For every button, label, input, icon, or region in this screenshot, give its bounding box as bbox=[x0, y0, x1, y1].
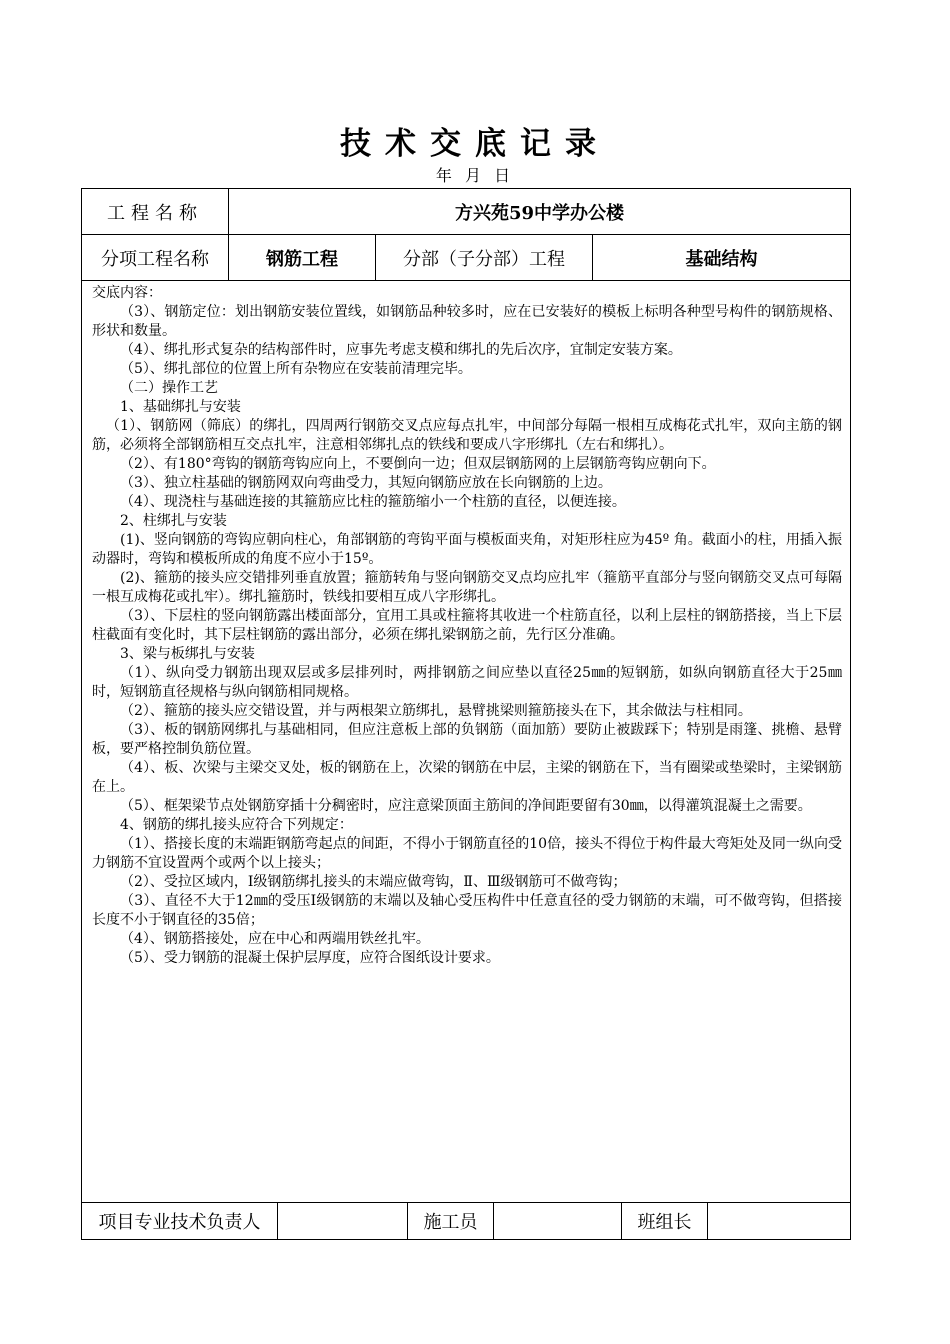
paragraph: （2）、受拉区域内，Ⅰ级钢筋绑扎接头的末端应做弯钩，Ⅱ、Ⅲ级钢筋可不做弯钩； bbox=[120, 874, 627, 890]
paragraph: （5）、受力钢筋的混凝土保护层厚度，应符合图纸设计要求。 bbox=[120, 950, 500, 966]
content-heading: 交底内容： bbox=[92, 285, 162, 301]
paragraph: (2)、箍筋的接头应交错排列垂直放置；箍筋转角与竖向钢筋交叉点均应扎牢（箍筋平直部分与竖向钢筋交叉点可每隔一根互成梅花或扎牢）。绑扎箍筋时，铁线扣要相互成八字形绑扎。 bbox=[92, 570, 842, 605]
paragraph: （3）、独立柱基础的钢筋网双向弯曲受力，其短向钢筋应放在长向钢筋的上边。 bbox=[120, 475, 612, 491]
section-heading: 4、钢筋的绑扎接头应符合下列规定： bbox=[120, 817, 353, 833]
project-name-value: 方兴苑59中学办公楼 bbox=[454, 202, 625, 224]
paragraph: （4）、绑扎形式复杂的结构部件时，应事先考虑支模和绑扎的先后次序，宜制定安装方案。 bbox=[120, 342, 682, 358]
sub-item-row bbox=[82, 235, 850, 281]
paragraph: （3）、钢筋定位：划出钢筋安装位置线，如钢筋品种较多时，应在已安装好的模板上标明各种型号构件的钢筋规格、形状和数量。 bbox=[92, 304, 842, 339]
paragraph: (1)、竖向钢筋的弯钩应朝向柱心，角部钢筋的弯钩平面与模板面夹角，对矩形柱应为45º 角。截面小的柱，用插入振动器时，弯钩和模板所成的角度不应小于15º。 bbox=[92, 532, 842, 567]
paragraph: （2）、箍筋的接头应交错设置，并与两根架立筋绑扎，悬臂挑梁则箍筋接头在下，其余做法与柱相同。 bbox=[120, 703, 752, 719]
section-heading: 3、梁与板绑扎与安装 bbox=[120, 646, 255, 662]
team-leader-label: 班组长 bbox=[622, 1203, 708, 1239]
section-heading: 1、基础绑扎与安装 bbox=[120, 399, 241, 415]
paragraph: （4）、板、次梁与主梁交叉处，板的钢筋在上，次梁的钢筋在中层，主梁的钢筋在下，当有圈梁或垫梁时，主梁钢筋在上。 bbox=[92, 760, 842, 795]
paragraph: （4）、现浇柱与基础连接的其箍筋应比柱的箍筋缩小一个柱筋的直径，以便连接。 bbox=[120, 494, 626, 510]
paragraph: （1）、纵向受力钢筋出现双层或多层排列时，两排钢筋之间应垫以直径25㎜的短钢筋，如纵向钢筋直径大于25㎜时，短钢筋直径规格与纵向钢筋相同规格。 bbox=[92, 665, 842, 700]
team-leader-signature[interactable] bbox=[708, 1203, 850, 1239]
section-heading: （二）操作工艺 bbox=[120, 380, 218, 396]
signature-row bbox=[82, 1203, 850, 1239]
content-body bbox=[82, 281, 850, 1203]
constructor-label: 施工员 bbox=[408, 1203, 494, 1239]
paragraph: （3）、板的钢筋网绑扎与基础相同，但应注意板上部的负钢筋（面加筋）要防止被跋踩下；特别是雨篷、挑檐、悬臂板，要严格控制负筋位置。 bbox=[92, 722, 842, 757]
document-title: 技术交底记录 bbox=[340, 126, 610, 162]
project-name-row bbox=[82, 189, 850, 235]
sub-item-label: 分项工程名称 bbox=[82, 235, 229, 280]
sub-item-value: 钢筋工程 bbox=[229, 235, 376, 280]
tech-lead-signature[interactable] bbox=[278, 1203, 408, 1239]
section-heading: 2、柱绑扎与安装 bbox=[120, 513, 227, 529]
paragraph: （3）、直径不大于12㎜的受压Ⅰ级钢筋的末端以及轴心受压构件中任意直径的受力钢筋的末端，可不做弯钩，但搭接长度不小于钢直径的35倍； bbox=[92, 893, 842, 928]
record-table bbox=[81, 188, 851, 1240]
paragraph: （5）、框架梁节点处钢筋穿插十分稠密时，应注意梁顶面主筋间的净间距要留有30㎜，以得灌筑混凝土之需要。 bbox=[120, 798, 812, 814]
constructor-signature[interactable] bbox=[494, 1203, 622, 1239]
date-line: 年 月 日 bbox=[435, 166, 515, 185]
tech-lead-label: 项目专业技术负责人 bbox=[82, 1203, 278, 1239]
paragraph: （5）、绑扎部位的位置上所有杂物应在安装前清理完毕。 bbox=[120, 361, 472, 377]
paragraph: （3）、下层柱的竖向钢筋露出楼面部分，宜用工具或柱箍将其收进一个柱筋直径，以利上层柱的钢筋搭接，当上下层柱截面有变化时，其下层柱钢筋的露出部分，必须在绑扎梁钢筋之前，先行区分准确。 bbox=[92, 608, 842, 643]
division-label: 分部（子分部）工程 bbox=[376, 235, 593, 280]
paragraph: （1）、钢筋网（筛底）的绑扎，四周两行钢筋交叉点应每点扎牢，中间部分每隔一根相互成梅花式扎牢，双向主筋的钢筋，必须将全部钢筋相互交点扎牢，注意相邻绑扎点的铁线和要成八字形绑扎（左右和绑扎）。 bbox=[92, 418, 842, 453]
project-name-label: 工程名称 bbox=[82, 189, 229, 234]
paragraph: （4）、钢筋搭接处，应在中心和两端用铁丝扎牢。 bbox=[120, 931, 430, 947]
division-value: 基础结构 bbox=[685, 248, 758, 270]
paragraph: （2）、有180°弯钩的钢筋弯钩应向上，不要倒向一边；但双层钢筋网的上层钢筋弯钩应朝向下。 bbox=[120, 456, 716, 472]
paragraph: （1）、搭接长度的末端距钢筋弯起点的间距，不得小于钢筋直径的10倍，接头不得位于构件最大弯矩处及同一纵向受力钢筋不宜设置两个或两个以上接头； bbox=[92, 836, 842, 871]
